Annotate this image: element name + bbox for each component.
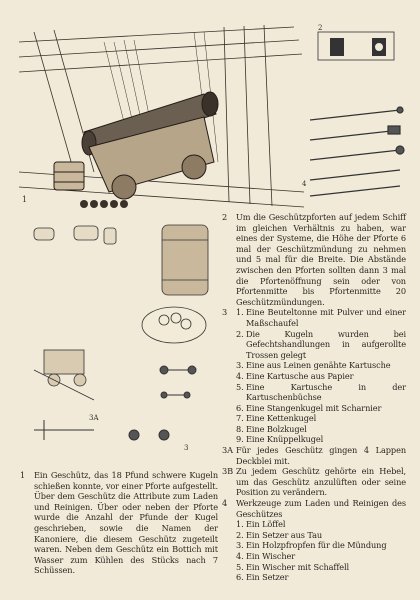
section-3b-number: 3B bbox=[222, 466, 234, 477]
section-4-item: 2. Ein Setzer aus Tau bbox=[236, 529, 323, 540]
section-2-text: Um die Geschützpforten auf jedem Schiff im gleichen Verhältnis zu haben, war eines der Systeme, die Höhe der Pforte 6 mal der Geschützmündung zu nehmen und 5 mal für die Breite. Die Abstände zwischen den Pforten sollten dann 3 mal die Pfortenöffnung sein oder von Pfortenmitte bis Pfortenmitte 20 Geschützmündungen. bbox=[236, 212, 406, 307]
text-right-column bbox=[222, 212, 406, 583]
section-4-title: Werkzeuge zum Laden und Reinigen des Geschützes bbox=[236, 498, 406, 519]
section-4-item: 4. Ein Wischer bbox=[236, 551, 296, 561]
section-3b bbox=[222, 466, 406, 498]
section-3a-text: Für jedes Geschütz gingen 4 Lappen Deckblei mit. bbox=[236, 445, 406, 466]
section-3-item: 2. Die Kugeln wurden bei Gefechtshandlungen in aufgerollte Trossen gelegt bbox=[236, 328, 406, 360]
section-3-item: 5. Eine Kartusche in der Kartuschenbüchse bbox=[236, 381, 406, 403]
port-diagram bbox=[316, 24, 396, 64]
section-4 bbox=[222, 498, 406, 583]
section-4-item: 6. Ein Setzer bbox=[236, 572, 289, 583]
section-3-item: 7. Eine Kettenkugel bbox=[236, 413, 317, 424]
text-left-column bbox=[20, 470, 218, 576]
section-3-item: 9. Eine Knüppelkugel bbox=[236, 434, 324, 445]
section-3-item: 3. Eine aus Leinen genähte Kartusche bbox=[236, 360, 391, 371]
section-1 bbox=[20, 470, 218, 576]
section-3-item: 8. Eine Bolzkugel bbox=[236, 423, 307, 434]
section-2-number: 2 bbox=[222, 212, 228, 222]
section-4-item: 3. Ein Holzpfropfen für die Mündung bbox=[236, 540, 387, 551]
section-3-item: 6. Eine Stangenkugel mit Scharnier bbox=[236, 402, 382, 413]
cannon-illustration bbox=[14, 22, 304, 212]
cannon-drawing bbox=[14, 22, 304, 212]
section-3b-text: Zu jedem Geschütz gehörte ein Hebel, um das Geschütz anzulüften oder seine Position zu verändern. bbox=[236, 466, 406, 498]
section-3-item: 1. Eine Beuteltonne mit Pulver und einer Maßschaufel bbox=[236, 307, 406, 328]
ammunition-drawing bbox=[24, 220, 224, 460]
section-2 bbox=[222, 212, 406, 307]
tools-drawing bbox=[300, 100, 410, 210]
port-diagram-drawing bbox=[316, 24, 396, 64]
section-1-text: Ein Geschütz, das 18 Pfund schwere Kugeln schießen konnte, vor einer Pforte aufgestellt. Über dem Geschütz die Attribute zum Laden und Reinigen. Über oder neben der Pforte wurde die Anzahl der Pfunde der Kugel geschrieben, sowie die Namen der Kanoniere, die diesem Geschütz zugeteilt waren. Neben dem Geschütz ein Bottich mit Wasser zum Kühlen des Stücks nach 7 Schüssen. bbox=[34, 470, 218, 576]
ammunition-illustration bbox=[24, 220, 224, 460]
section-3a-number: 3A bbox=[222, 445, 233, 456]
section-3-item: 4. Eine Kartusche aus Papier bbox=[236, 370, 354, 381]
gun-number-label: 1 bbox=[22, 195, 28, 204]
section-4-item: 1. Ein Löffel bbox=[236, 519, 286, 530]
section-4-item: 5. Ein Wischer mit Schaffell bbox=[236, 561, 350, 572]
section-3-number: 3 bbox=[222, 307, 228, 318]
label-3: 3 bbox=[184, 444, 189, 452]
label-3a: 3A bbox=[89, 414, 99, 422]
section-4-number: 4 bbox=[222, 498, 228, 509]
loading-tools-illustration bbox=[300, 100, 410, 210]
section-1-number: 1 bbox=[20, 470, 26, 480]
port-diagram-label: 2 bbox=[318, 24, 323, 32]
tools-label: 4 bbox=[302, 180, 307, 188]
section-3 bbox=[222, 307, 406, 445]
section-3a bbox=[222, 445, 406, 466]
